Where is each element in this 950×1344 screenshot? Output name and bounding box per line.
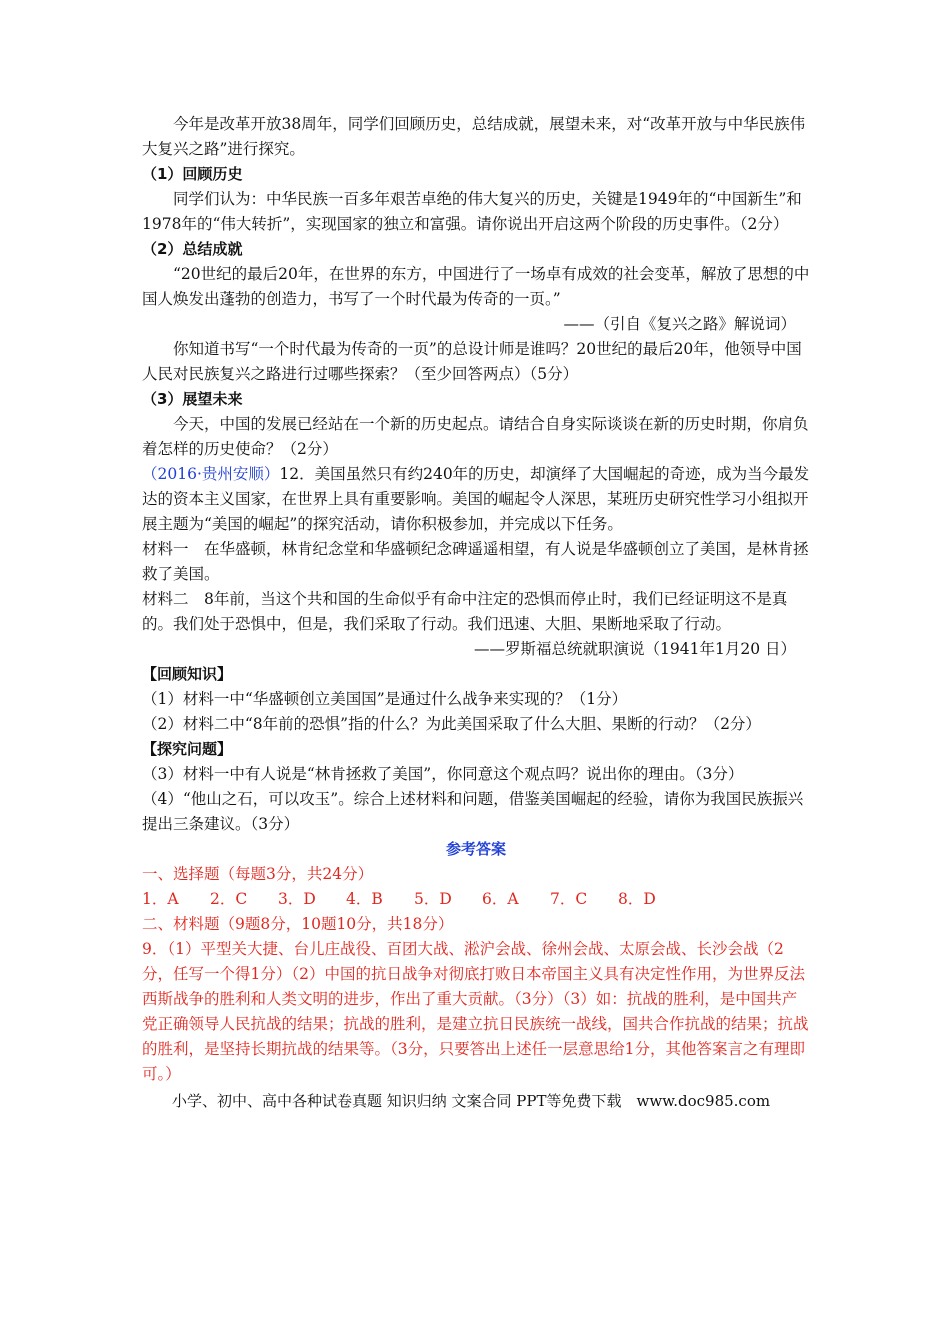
intro-paragraph: 今年是改革开放38周年，同学们回顾历史，总结成就，展望未来，对“改革开放与中华民族伟大复兴之路”进行探究。 [142,115,806,158]
choice-answers [142,887,810,912]
review-title: 【回顾知识】 [142,665,233,683]
section2-source: ——（引自《复兴之路》解说词） [563,315,796,333]
question12 [142,462,810,537]
section1-text: 同学们认为：中华民族一百多年艰苦卓绝的伟大复兴的历史，关键是1949年的“中国新生”和1978年的“伟大转折”，实现国家的独立和富强。请你说出开启这两个阶段的历史事件。（2分） [142,190,802,233]
choice-answer: 1．A [142,890,179,908]
section1-title: （1）回顾历史 [142,165,243,183]
question12-source: （2016·贵州安顺） [142,465,280,483]
section2-quote: “20世纪的最后20年，在世界的东方，中国进行了一场卓有成效的社会变革，解放了思想的中国人焕发出蓬勃的创造力，书写了一个时代最为传奇的一页。” [142,265,810,308]
explore-question3: （3）材料一中有人说是“林肯拯救了美国”，你同意这个观点吗？说出你的理由。（3分） [142,765,744,783]
question12-text: 12．美国虽然只有约240年的历史，却演绎了大国崛起的奇迹，成为当今最发达的资本主义国家，在世界上具有重要影响。美国的崛起令人深思，某班历史研究性学习小组拟开展主题为“美国的崛起”的探究活动，请你积极参加，并完成以下任务。 [142,465,810,533]
choice-answer: 7．C [550,890,588,908]
material2: 材料二 8年前，当这个共和国的生命似乎有命中注定的恐惧而停止时，我们已经证明这不是真的。我们处于恐惧中，但是，我们采取了行动。我们迅速、大胆、果断地采取了行动。 [142,590,788,633]
explore-question4: （4）“他山之石，可以攻玉”。综合上述材料和问题，借鉴美国崛起的经验，请你为我国民族振兴提出三条建议。（3分） [142,790,804,833]
part1-title: 一、选择题（每题3分，共24分） [142,865,374,883]
footer-text: 小学、初中、高中各种试卷真题 知识归纳 文案合同 PPT等免费下载 www.doc985.com [172,1092,771,1110]
material1: 材料一 在华盛顿，林肯纪念堂和华盛顿纪念碑遥遥相望，有人说是华盛顿创立了美国，是林肯拯救了美国。 [142,540,809,583]
section3-title: （3）展望未来 [142,390,243,408]
choice-answer: 5．D [414,890,452,908]
section2-question: 你知道书写“一个时代最为传奇的一页”的总设计师是谁吗？20世纪的最后20年，他领导中国人民对民族复兴之路进行过哪些探索？（至少回答两点）（5分） [142,340,802,383]
answer9: 9．（1）平型关大捷、台儿庄战役、百团大战、淞沪会战、徐州会战、太原会战、长沙会战（2分，任写一个得1分）（2）中国的抗日战争对彻底打败日本帝国主义具有决定性作用，为世界反法西斯战争的胜利和人类文明的进步，作出了重大贡献。（3分）（3）如：抗战的胜利，是中国共产党正确领导人民抗战的结果；抗战的胜利，是建立抗日民族统一战线，国共合作抗战的结果；抗战的胜利，是坚持长期抗战的结果等。（3分，只要答出上述任一层意思给1分，其他答案言之有理即可。） [142,940,809,1083]
section3-text: 今天，中国的发展已经站在一个新的历史起点。请结合自身实际谈谈在新的历史时期，你肩负着怎样的历史使命？（2分） [142,415,809,458]
part2-title: 二、材料题（9题8分，10题10分，共18分） [142,915,454,933]
material2-source: ——罗斯福总统就职演说（1941年1月20 日） [474,640,796,658]
choice-answer: 3．D [278,890,316,908]
review-question2: （2）材料二中“8年前的恐惧”指的什么？为此美国采取了什么大胆、果断的行动？（2分） [142,715,761,733]
choice-answer: 6．A [482,890,519,908]
choice-answer: 4．B [346,890,383,908]
section2-title: （2）总结成就 [142,240,243,258]
choice-answer: 2．C [210,890,248,908]
review-question1: （1）材料一中“华盛顿创立美国国”是通过什么战争来实现的？（1分） [142,690,628,708]
document-page [142,112,810,1114]
explore-title: 【探究问题】 [142,740,233,758]
answer-title: 参考答案 [445,840,506,858]
choice-answer: 8．D [618,890,656,908]
